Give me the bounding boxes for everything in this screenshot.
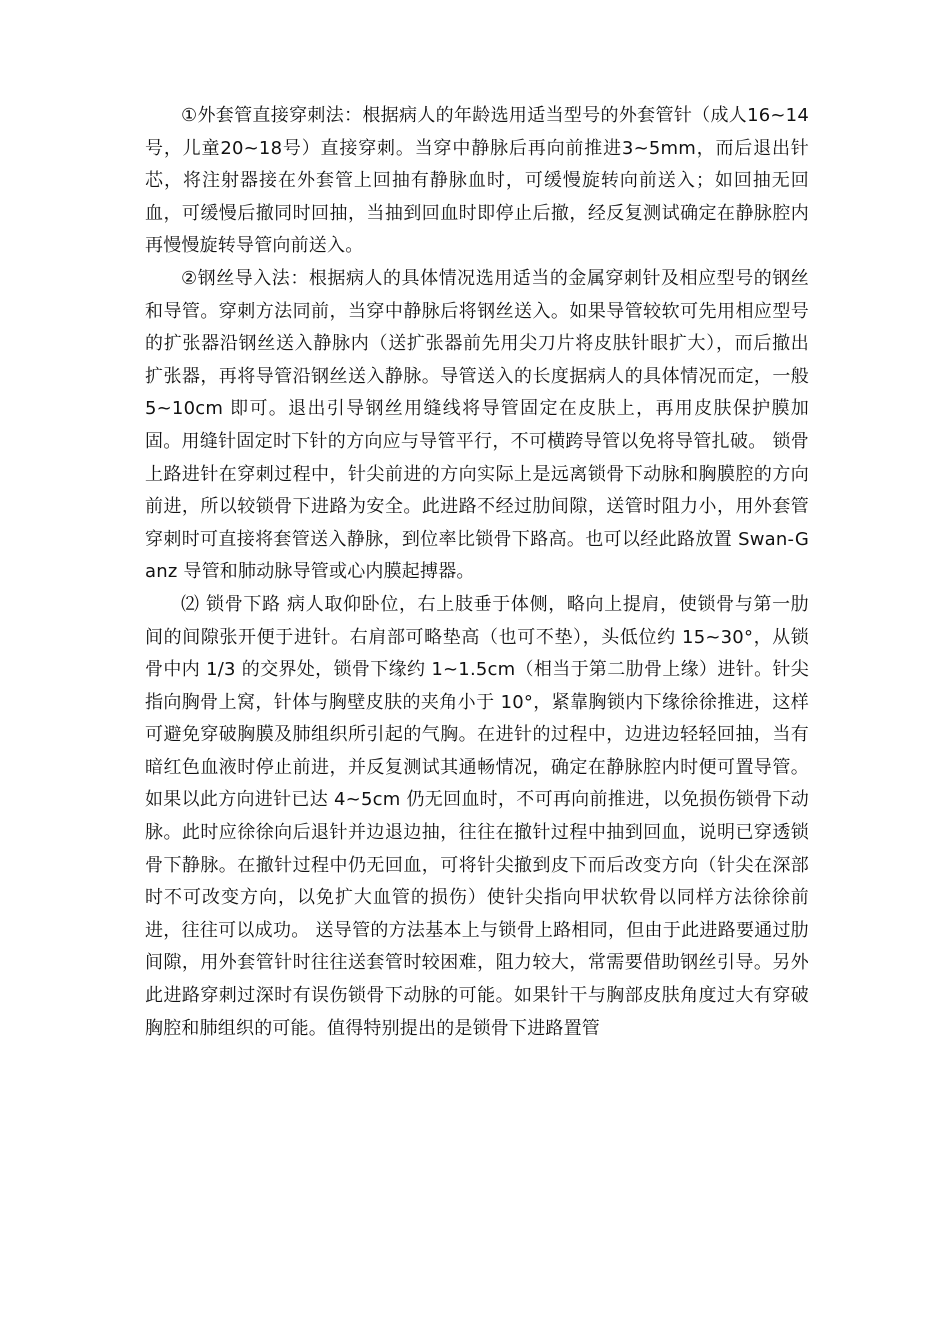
paragraph-outer-cannula-method: ①外套管直接穿刺法：根据病人的年龄选用适当型号的外套管针（成人16~14号，儿童20~18号）直接穿刺。当穿中静脉后再向前推进3~5mm，而后退出针芯，将注射器接在外套管上回抽有静脉血时，可缓慢旋转向前送入；如回抽无回血，可缓慢后撤同时回抽，当抽到回血时即停止后撤，经反复测试确定在静脉腔内再慢慢旋转导管向前送入。: [145, 105, 809, 257]
document-body: [145, 100, 809, 1045]
paragraph-guidewire-method: ②钢丝导入法：根据病人的具体情况选用适当的金属穿刺针及相应型号的钢丝和导管。穿刺方法同前，当穿中静脉后将钢丝送入。如果导管较软可先用相应型号的扩张器沿钢丝送入静脉内（送扩张器前先用尖刀片将皮肤针眼扩大），而后撤出扩张器，再将导管沿钢丝送入静脉。导管送入的长度据病人的具体情况而定，一般 5~10cm 即可。退出引导钢丝用缝线将导管固定在皮肤上，再用皮肤保护膜加固。用缝针固定时下针的方向应与导管平行，不可横跨导管以免将导管扎破。 锁骨上路进针在穿刺过程中，针尖前进的方向实际上是远离锁骨下动脉和胸膜腔的方向前进，所以较锁骨下进路为安全。此进路不经过肋间隙，送管时阻力小，用外套管穿刺时可直接将套管送入静脉，到位率比锁骨下路高。也可以经此路放置 Swan-Ganz 导管和肺动脉导管或心内膜起搏器。: [145, 267, 809, 583]
paragraph-subclavian-approach: ⑵ 锁骨下路 病人取仰卧位，右上肢垂于体侧，略向上提肩，使锁骨与第一肋间的间隙张开便于进针。右肩部可略垫高（也可不垫），头低位约 15~30°，从锁骨中内 1/3 的交界处，锁骨下缘约 1~1.5cm（相当于第二肋骨上缘）进针。针尖指向胸骨上窝，针体与胸壁皮肤的夹角小于 10°，紧靠胸锁内下缘徐徐推进，这样可避免穿破胸膜及肺组织所引起的气胸。在进针的过程中，边进边轻轻回抽，当有暗红色血液时停止前进，并反复测试其通畅情况，确定在静脉腔内时便可置导管。如果以此方向进针已达 4~5cm 仍无回血时，不可再向前推进，以免损伤锁骨下动脉。此时应徐徐向后退针并边退边抽，往往在撤针过程中抽到回血，说明已穿透锁骨下静脉。在撤针过程中仍无回血，可将针尖撤到皮下而后改变方向（针尖在深部时不可改变方向，以免扩大血管的损伤）使针尖指向甲状软骨以同样方法徐徐前进，往往可以成功。 送导管的方法基本上与锁骨上路相同，但由于此进路要通过肋间隙，用外套管针时往往送套管时较困难，阻力较大，常需要借助钢丝引导。另外此进路穿刺过深时有误伤锁骨下动脉的可能。如果针干与胸部皮肤角度过大有穿破胸腔和肺组织的可能。值得特别提出的是锁骨下进路置管: [145, 593, 809, 1039]
